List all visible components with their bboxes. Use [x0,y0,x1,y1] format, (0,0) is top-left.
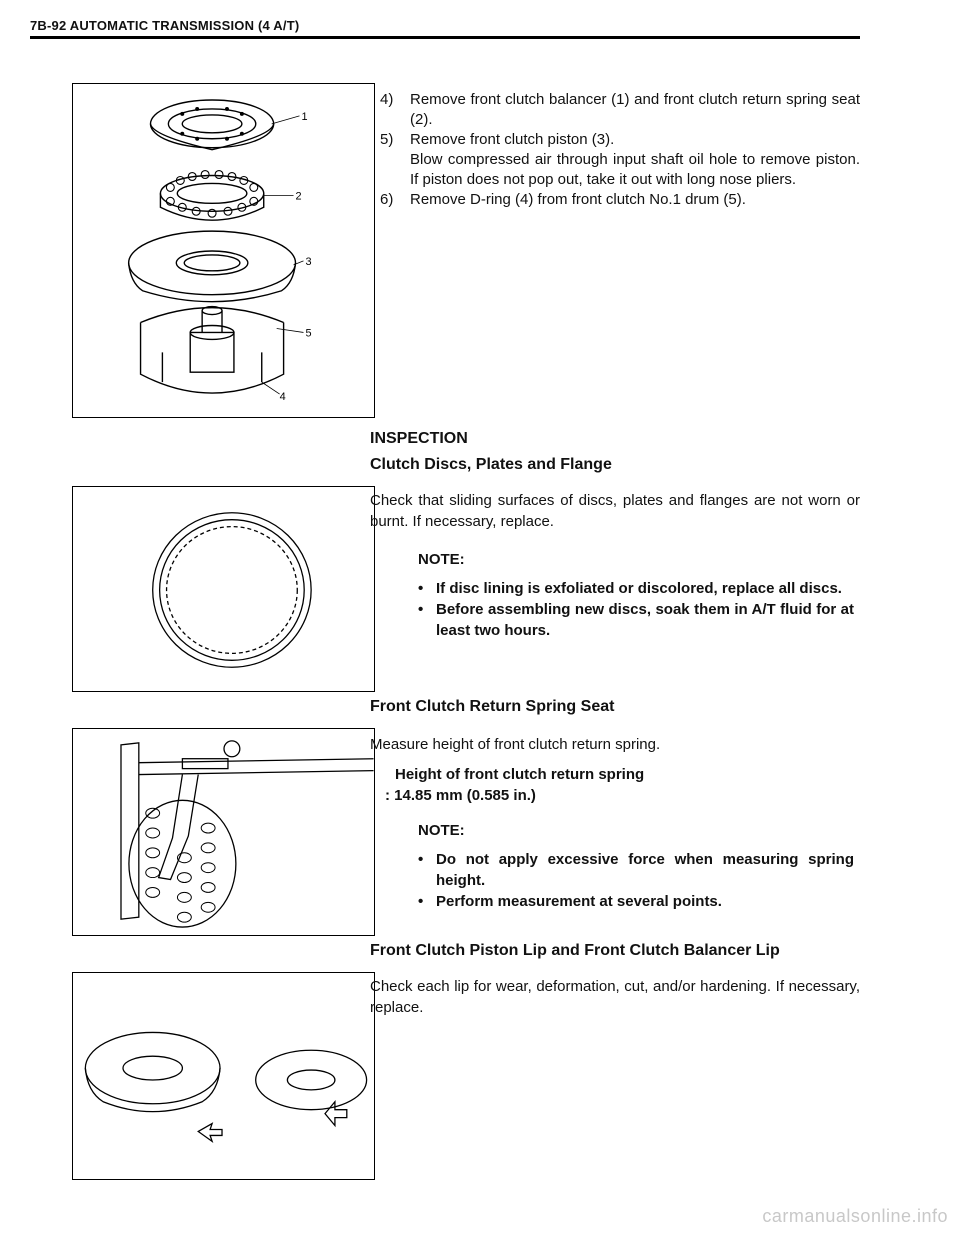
spec-value: : 14.85 mm (0.585 in.) [385,787,536,804]
callout-4: 4 [279,391,286,404]
step-continuation: Blow compressed air through input shaft oil hole to remove piston. If piston does not pop out, take it out with long nose pliers. [410,151,860,188]
bullet-icon: • [418,580,424,597]
step-5 [380,130,860,190]
figure-piston-balancer-lips [72,972,375,1180]
bullet-icon: • [418,601,424,618]
spring-heading: Front Clutch Return Spring Seat [370,698,615,715]
inspection-heading: INSPECTION [370,430,468,447]
spring-spec [385,764,645,806]
callout-1: 1 [301,110,308,123]
page-header: 7B-92 AUTOMATIC TRANSMISSION (4 A/T) [30,18,300,33]
spring-note [418,820,854,912]
lip-body: Check each lip for wear, deformation, cut, and/or hardening. If necessary, replace. [370,978,860,1016]
discs-body: Check that sliding surfaces of discs, plates and flanges are not worn or burnt. If necessary, replace. [370,492,860,530]
lips-drawing [73,973,374,1179]
bullet-text: Before assembling new discs, soak them in A/T fluid for at least two hours. [436,601,854,639]
exploded-view-drawing [73,84,374,417]
step-text: Remove D-ring (4) from front clutch No.1 drum (5). [410,191,746,208]
bullet-text: If disc lining is exfoliated or discolored, replace all discs. [436,580,842,597]
step-number: 4) [380,91,394,108]
bullet-text: Do not apply excessive force when measuring spring height. [436,851,854,889]
step-text: Remove front clutch balancer (1) and front clutch return spring seat (2). [410,91,860,128]
bullet-icon: • [418,893,424,910]
step-number: 5) [380,131,394,148]
note-bullet [418,599,854,641]
header-rule [30,36,860,39]
note-bullet [418,849,854,891]
spec-label: Height of front clutch return spring [395,766,645,783]
watermark: carmanualsonline.info [762,1206,948,1226]
removal-steps [380,90,860,210]
figure-clutch-disc [72,486,375,692]
discs-heading: Clutch Discs, Plates and Flange [370,456,612,473]
callout-5: 5 [305,327,312,340]
step-number: 6) [380,191,394,208]
lip-heading: Front Clutch Piston Lip and Front Clutch Balancer Lip [370,942,780,959]
caliper-drawing [73,729,374,935]
note-label: NOTE: [418,551,465,568]
discs-note [418,549,854,641]
figure-exploded-front-clutch [72,83,375,418]
bullet-text: Perform measurement at several points. [436,893,722,910]
step-text: Remove front clutch piston (3). [410,131,615,148]
bullet-icon: • [418,851,424,868]
note-bullet [418,578,854,599]
step-4 [380,90,860,130]
callout-2: 2 [295,190,302,203]
callout-3: 3 [305,255,312,268]
spring-body: Measure height of front clutch return spring. [370,736,661,753]
figure-spring-measurement [72,728,375,936]
note-label: NOTE: [418,822,465,839]
clutch-disc-drawing [73,487,374,691]
note-bullet [418,891,854,912]
step-6 [380,190,860,210]
